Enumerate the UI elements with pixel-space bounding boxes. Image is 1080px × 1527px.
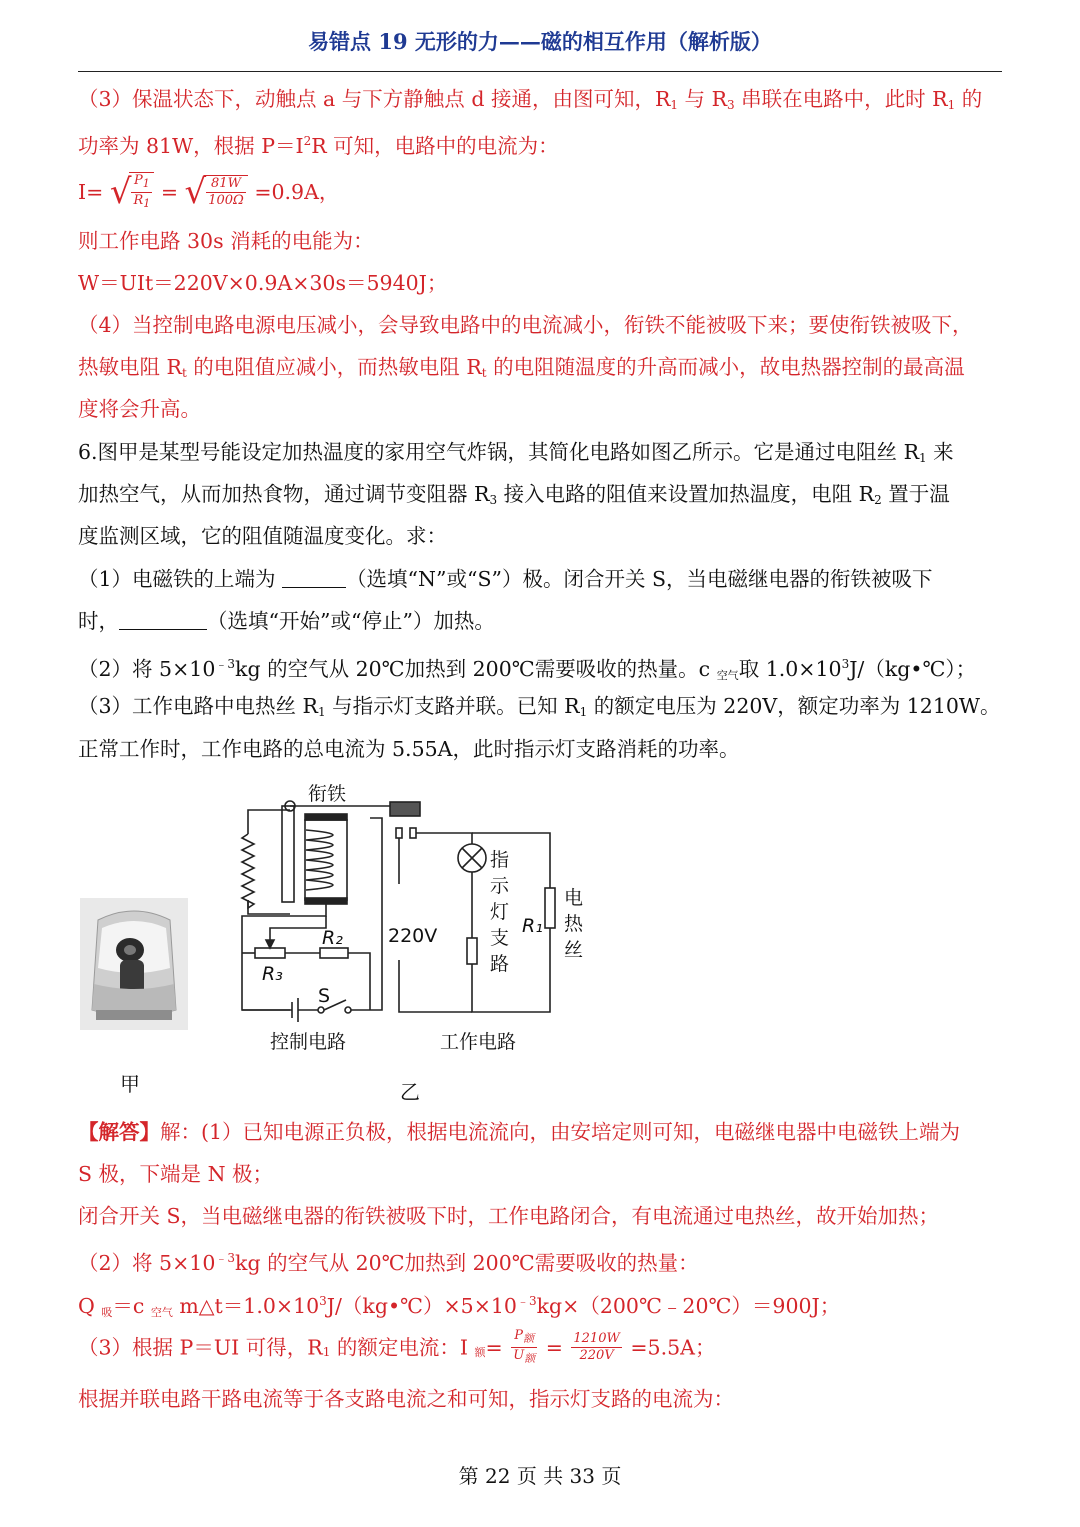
question-6-part-1-line-1: （1）电磁铁的上端为 （选填“N”或“S”）极。闭合开关 S，当电磁继电器的衔铁被吸下 <box>78 567 933 591</box>
label-armature: 衔铁 <box>308 783 347 805</box>
wire-r2-right <box>348 953 370 1010</box>
figure-b-caption-text: 乙 <box>400 1080 420 1104</box>
question-6-line-2: 加热空气，从而加热食物，通过调节变阻器 $R_3$ 接入电路的阻值来设置加热温度，电阻 $R_2$ 置于温 <box>78 482 950 507</box>
spring <box>242 834 254 908</box>
switch-pivot <box>318 1007 324 1013</box>
armature-bar <box>282 806 294 902</box>
label-r1: R₁ <box>522 915 543 937</box>
r2-resistor <box>320 948 348 958</box>
label-lamp-3: 灯 <box>490 901 510 923</box>
solution-4-line-2: 热敏电阻 $R_t$ 的电阻值应减小，而热敏电阻 $R_t$ 的电阻随温度的升高而减小，故电热器控制的最高温 <box>78 355 965 380</box>
wire-bottom-rail <box>472 928 550 1012</box>
label-heater-3: 丝 <box>564 939 584 961</box>
question-6-line-1: 6.图甲是某型号能设定加热温度的家用空气炸锅，其简化电路如图乙所示。它是通过电阻丝 $R_1$ 来 <box>78 440 954 465</box>
question-6-part-3-line-1: （3）工作电路中电热丝 $R_1$ 与指示灯支路并联。已知 $R_1$ 的额定电压为 220V，额定功率为 1210W。 <box>78 694 1001 719</box>
header-divider <box>78 71 1002 72</box>
label-lamp-2: 示 <box>490 875 510 897</box>
lamp-cross <box>462 848 482 868</box>
label-r3: R₃ <box>262 963 283 985</box>
question-6-part-1-line-2: 时， （选填“开始”或“停止”）加热。 <box>78 609 495 633</box>
answer-line-3: 闭合开关 S，当电磁继电器的衔铁被吸下时，工作电路闭合，有电流通过电热丝，故开始加热； <box>78 1204 940 1228</box>
label-switch-s: S <box>318 985 331 1007</box>
answer-line-1: 【解答】解：(1）已知电源正负极，根据电流流向，由安培定则可知，电磁继电器中电磁铁上端为 <box>78 1120 961 1144</box>
switch-contact <box>345 1007 351 1013</box>
solution-4-line-3: 度将会升高。 <box>78 397 201 421</box>
answer-line-4: （2）将 $5\times 10^{﹣3}kg$ 的空气从 20℃加热到 200℃需要吸收的热量： <box>78 1251 699 1275</box>
label-heater-2: 热 <box>564 913 584 935</box>
page-header-title: 易错点 19 无形的力——磁的相互作用（解析版） <box>308 29 772 54</box>
wire-top-right <box>472 833 550 888</box>
label-lamp-1: 指 <box>490 849 510 871</box>
rheostat-arrow <box>266 940 274 948</box>
answer-line-2: S 极，下端是 N 极； <box>78 1162 274 1186</box>
battery <box>292 998 298 1022</box>
solution-3-line-1: （3）保温状态下，动触点 a 与下方静触点 d 接通，由图可知，$R_1$ 与 $R_3$ 串联在电路中，此时 $R_1$ 的 <box>78 87 983 112</box>
page-footer: 第 22 页 共 33 页 <box>458 1464 622 1488</box>
answer-blank-heating <box>119 609 207 630</box>
answer-blank-pole <box>282 567 346 588</box>
label-220v: 220V <box>388 925 438 947</box>
solution-3-line-4: 则工作电路 30s 消耗的电能为： <box>78 229 374 253</box>
wire-control-right <box>351 818 382 1010</box>
static-contact-left <box>396 828 402 838</box>
figure-a-caption: 甲 <box>120 1072 140 1096</box>
core-cap-top <box>305 814 347 820</box>
question-6-part-2: （2）将 $5\times 10^{﹣3}kg$ 的空气从 20℃加热到 200℃需要吸收的热量。c $_{空气}$取 $1.0\times 10^3J/(kg•℃)$； <box>78 657 977 682</box>
circuit-diagram <box>200 780 600 1080</box>
label-r2: R₂ <box>322 927 343 949</box>
lamp-resistor <box>467 938 477 964</box>
energy-formula: W＝UIt＝220V×0.9A×30s＝5940J； <box>78 271 448 295</box>
rated-current-formula: （3）根据 P＝UI 可得，$R_1$ 的额定电流：I $_额$= $\frac{P_额}{U_额}$ = $\frac{1210W}{220V}$ =5.5A； <box>78 1328 716 1365</box>
heat-formula: Q $_吸$＝c $_{空气}$ $m\triangle t=1.0\times 10^3J/(kg•℃)\times 5\times 10^{﹣3}kg\times(200℃﹣20℃)=900J$； <box>78 1294 841 1319</box>
static-contact-right <box>410 828 416 838</box>
air-fryer-photo <box>80 898 188 1030</box>
question-6-part-3-line-2: 正常工作时，工作电路的总电流为 5.55A，此时指示灯支路消耗的功率。 <box>78 737 740 761</box>
wire-supply-bottom <box>399 960 472 1012</box>
label-control-circuit: 控制电路 <box>270 1031 347 1053</box>
r1-heater <box>545 888 555 928</box>
coil <box>306 830 333 890</box>
label-lamp-4: 支 <box>490 927 510 949</box>
wire-top-rail <box>416 833 472 844</box>
solution-3-line-2: 功率为 81W，根据 $P=I^2R$ 可知，电路中的电流为： <box>78 134 559 158</box>
label-work-circuit: 工作电路 <box>440 1031 517 1053</box>
question-6-line-3: 度监测区域，它的阻值随温度变化。求： <box>78 524 447 548</box>
wire-spring-top <box>248 810 290 834</box>
core-cap-bottom <box>305 898 347 904</box>
moving-contact <box>390 802 420 816</box>
solution-4-line-1: （4）当控制电路电源电压减小，会导致电路中的电流减小，衔铁不能被吸下来；要使衔铁被吸下， <box>78 313 973 337</box>
current-formula: I= √ $\frac{P_1}{R_1}$ = √ $\frac{81W}{100\Omega}$ =0.9A， <box>78 172 340 212</box>
label-lamp-5: 路 <box>490 953 510 975</box>
answer-line-7: 根据并联电路干路电流等于各支路电流之和可知，指示灯支路的电流为： <box>78 1387 734 1411</box>
label-heater-1: 电 <box>564 887 584 909</box>
wire-rheostat-tap <box>270 916 326 948</box>
